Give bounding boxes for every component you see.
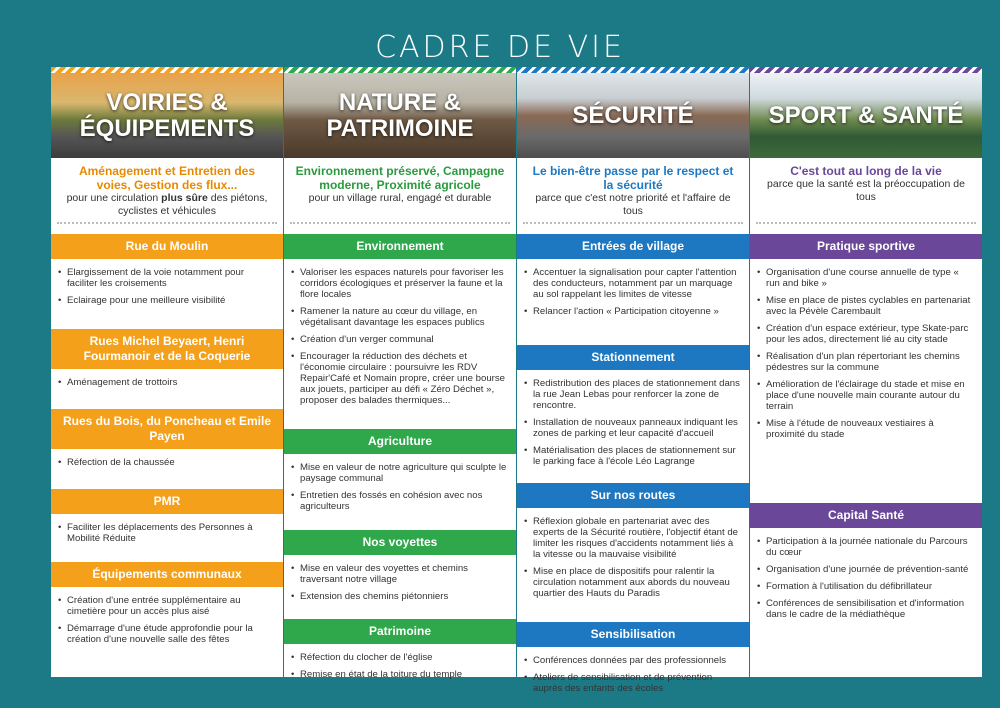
list-item: • Création d'une entrée supplémentaire au cimetière pour un accès plus aisé bbox=[67, 595, 275, 617]
dotted-divider bbox=[756, 222, 976, 234]
section-list bbox=[517, 259, 749, 345]
list-item: • Installation de nouveaux panneaux indiquant les zones de parking et leur capacité d'accueil bbox=[533, 417, 741, 439]
list-item: • Formation à l'utilisation du défibrillateur bbox=[766, 581, 974, 592]
column-intro bbox=[284, 158, 516, 222]
list-item: • Mise à l'étude de nouveaux vestiaires à proximité du stade bbox=[766, 418, 974, 440]
list-item: • Mise en place de pistes cyclables en partenariat avec la Pévèle Carembault bbox=[766, 295, 974, 317]
list-item: • Démarrage d'une étude approfondie pour la création d'une nouvelle salle des fêtes bbox=[67, 623, 275, 645]
dotted-divider bbox=[290, 222, 510, 234]
column-voiries bbox=[51, 67, 283, 677]
intro-highlight: C'est tout au long de la vie bbox=[790, 164, 942, 178]
section-list bbox=[51, 369, 283, 409]
dotted-divider bbox=[523, 222, 743, 234]
section-list bbox=[517, 508, 749, 622]
intro-highlight: Le bien-être passe par le respect et la sécurité bbox=[532, 164, 734, 192]
list-item: • Mise en valeur de notre agriculture qui sculpte le paysage communal bbox=[300, 462, 508, 484]
section-heading: Nos voyettes bbox=[284, 530, 516, 555]
section-list bbox=[284, 454, 516, 530]
section-list bbox=[517, 370, 749, 483]
section-heading: Rue du Moulin bbox=[51, 234, 283, 259]
list-item: • Aménagement de trottoirs bbox=[67, 377, 275, 388]
list-item: • Remise en état de la toiture du temple bbox=[300, 669, 508, 680]
list-item: • Entretien des fossés en cohésion avec nos agriculteurs bbox=[300, 490, 508, 512]
section-list bbox=[51, 449, 283, 489]
list-item: • Réfection de la chaussée bbox=[67, 457, 275, 468]
section-heading: Pratique sportive bbox=[750, 234, 982, 259]
section-heading: Capital Santé bbox=[750, 503, 982, 528]
section-list bbox=[284, 259, 516, 429]
section-list bbox=[284, 555, 516, 619]
list-item: • Organisation d'une course annuelle de type « run and bike » bbox=[766, 267, 974, 289]
list-item: • Redistribution des places de stationnement dans la rue Jean Lebas pour renforcer la zone de rencontre. bbox=[533, 378, 741, 411]
list-item: • Réfection du clocher de l'église bbox=[300, 652, 508, 663]
section-list bbox=[750, 259, 982, 503]
column-intro bbox=[517, 158, 749, 222]
column-title: NATURE & PATRIMOINE bbox=[326, 88, 474, 142]
intro-text: parce que la santé est la préoccupation de tous bbox=[767, 178, 965, 203]
column-nature bbox=[284, 67, 516, 680]
hero-image-road bbox=[51, 73, 283, 158]
section-list bbox=[750, 528, 982, 634]
section-heading: Rues du Bois, du Poncheau et Emile Payen bbox=[51, 409, 283, 449]
list-item: • Conférences de sensibilisation et d'information dans le cadre de la médiathèque bbox=[766, 598, 974, 620]
intro-highlight: Environnement préservé, Campagne moderne, Proximité agricole bbox=[295, 164, 505, 192]
list-item: • Valoriser les espaces naturels pour favoriser les corridors écologiques et préserver la faune et la flore locales bbox=[300, 267, 508, 300]
page-title: CADRE DE VIE bbox=[375, 30, 625, 65]
section-heading: Entrées de village bbox=[517, 234, 749, 259]
section-heading: Équipements communaux bbox=[51, 562, 283, 587]
list-item: • Extension des chemins piétonniers bbox=[300, 591, 508, 602]
dotted-divider bbox=[57, 222, 277, 234]
column-title: SPORT & SANTÉ bbox=[768, 101, 964, 129]
section-heading: Sensibilisation bbox=[517, 622, 749, 647]
section-heading: Environnement bbox=[284, 234, 516, 259]
list-item: • Création d'un verger communal bbox=[300, 334, 508, 345]
section-list bbox=[51, 587, 283, 659]
list-item: • Eclairage pour une meilleure visibilité bbox=[67, 295, 275, 306]
intro-text-part: des piétons, cyclistes et véhicules bbox=[117, 192, 268, 217]
column-sport bbox=[750, 67, 982, 677]
list-item: • Relancer l'action « Participation citoyenne » bbox=[533, 306, 741, 317]
section-heading: Stationnement bbox=[517, 345, 749, 370]
hero-image-field bbox=[284, 73, 516, 158]
list-item: • Organisation d'une journée de prévention-santé bbox=[766, 564, 974, 575]
hero-image-stadium bbox=[750, 73, 982, 158]
column-title: VOIRIES & ÉQUIPEMENTS bbox=[79, 88, 255, 142]
column-intro bbox=[51, 158, 283, 222]
list-item: • Ateliers de sensibilisation et de prévention auprès des enfants des écoles bbox=[533, 672, 741, 694]
list-item: • Amélioration de l'éclairage du stade et mise en place d'une nouvelle main courante autour du terrain bbox=[766, 379, 974, 412]
list-item: • Réflexion globale en partenariat avec des experts de la Sécurité routière, l'objectif étant de limiter les risques d'accidents notamment liés à la vitesse ou la mauvaise visibilité bbox=[533, 516, 741, 560]
hero-image-street bbox=[517, 73, 749, 158]
section-heading: Sur nos routes bbox=[517, 483, 749, 508]
intro-text-strong: plus sûre bbox=[161, 192, 208, 204]
list-item: • Ramener la nature au cœur du village, en végétalisant davantage les espaces publics bbox=[300, 306, 508, 328]
list-item: • Réalisation d'un plan répertoriant les chemins pédestres sur la commune bbox=[766, 351, 974, 373]
list-item: • Elargissement de la voie notamment pour faciliter les croisements bbox=[67, 267, 275, 289]
section-list bbox=[51, 259, 283, 329]
column-securite bbox=[517, 67, 749, 694]
column-title: SÉCURITÉ bbox=[572, 101, 694, 129]
section-list bbox=[517, 647, 749, 708]
column-intro bbox=[750, 158, 982, 222]
list-item: • Participation à la journée nationale du Parcours du cœur bbox=[766, 536, 974, 558]
section-list bbox=[51, 514, 283, 562]
intro-highlight: Aménagement et Entretien des voies, Gestion des flux... bbox=[78, 164, 256, 192]
section-heading: PMR bbox=[51, 489, 283, 514]
intro-text: pour un village rural, engagé et durable bbox=[308, 192, 492, 204]
intro-text: parce que c'est notre priorité et l'affaire de tous bbox=[535, 192, 731, 217]
list-item: • Matérialisation des places de stationnement sur le parking face à l'école Léo Lagrange bbox=[533, 445, 741, 467]
section-heading: Rues Michel Beyaert, Henri Fourmanoir et de la Coquerie bbox=[51, 329, 283, 369]
list-item: • Mise en valeur des voyettes et chemins traversant notre village bbox=[300, 563, 508, 585]
list-item: • Mise en place de dispositifs pour ralentir la circulation notamment aux abords du nouveau quartier des Hauts du Paradis bbox=[533, 566, 741, 599]
list-item: • Faciliter les déplacements des Personnes à Mobilité Réduite bbox=[67, 522, 275, 544]
list-item: • Accentuer la signalisation pour capter l'attention des conducteurs, notamment par un marquage au sol rappelant les limites de vitesse bbox=[533, 267, 741, 300]
section-heading: Patrimoine bbox=[284, 619, 516, 644]
section-heading: Agriculture bbox=[284, 429, 516, 454]
list-item: • Création d'un espace extérieur, type Skate-parc pour les ados, directement lié au city stade bbox=[766, 323, 974, 345]
intro-text bbox=[61, 192, 273, 218]
intro-text-part: pour une circulation bbox=[66, 192, 162, 204]
section-list bbox=[284, 644, 516, 694]
list-item: • Conférences données par des professionnels bbox=[533, 655, 741, 666]
list-item: • Encourager la réduction des déchets et l'économie circulaire : poursuivre les RDV Repair'Café et Nomain propre, créer une bourse aux jouets, participer au défi « Zéro Déchet », proposer des balades thermiques... bbox=[300, 351, 508, 406]
